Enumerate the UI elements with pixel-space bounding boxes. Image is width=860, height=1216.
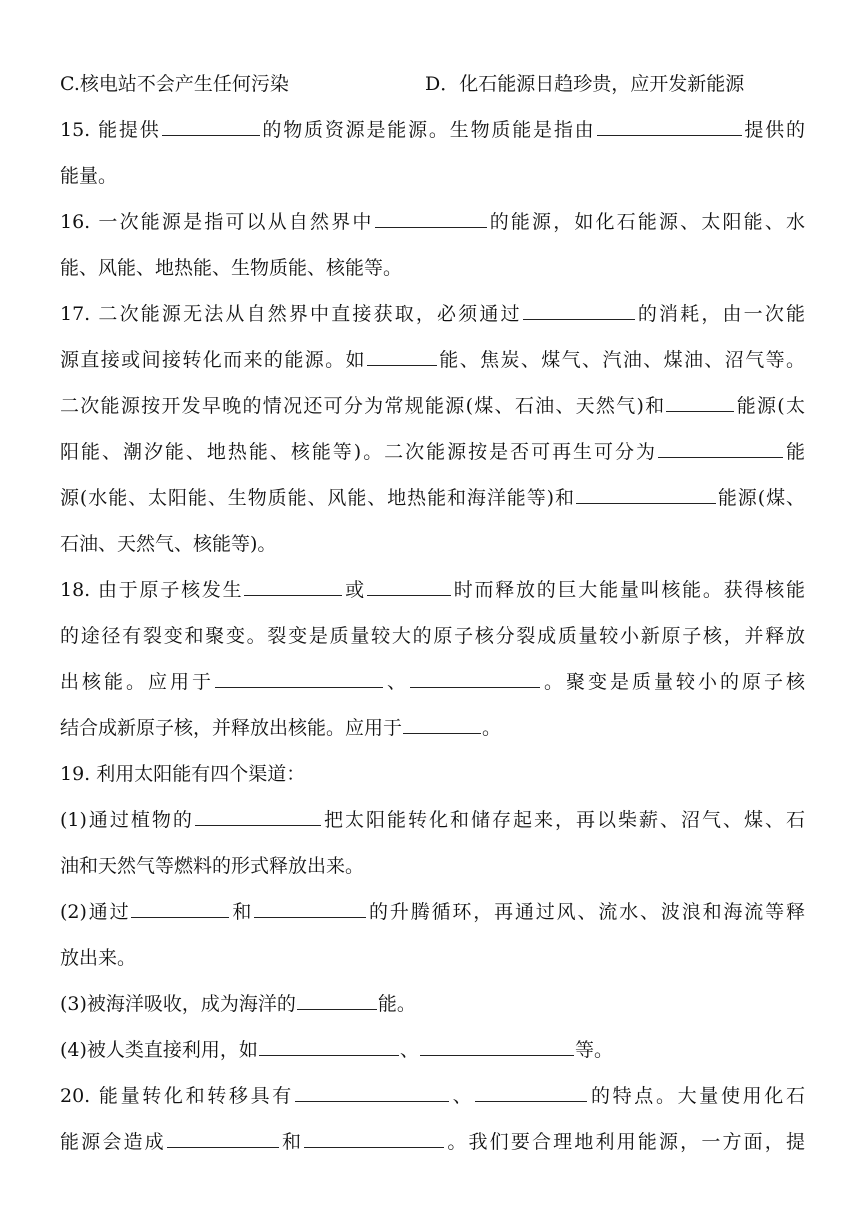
answer-blank[interactable] [295, 1100, 449, 1102]
answer-blank[interactable] [297, 1008, 377, 1010]
q17-text: 能源(煤、 [716, 487, 805, 509]
q19-line-2 [60, 805, 805, 835]
q18-line-4 [60, 713, 805, 743]
q17-text: 17. 二次能源无法从自然界中直接获取，必须通过 [60, 303, 522, 325]
q17-line-2 [60, 345, 805, 375]
q19-text: (4)被人类直接利用，如 [60, 1039, 258, 1061]
answer-blank[interactable] [259, 1054, 399, 1056]
q16-line-2: 能、风能、地热能、生物质能、核能等。 [60, 257, 403, 279]
answer-blank[interactable] [523, 318, 635, 320]
q20-line-1 [60, 1081, 805, 1111]
q20-line-2 [60, 1127, 805, 1157]
answer-blank[interactable] [244, 594, 342, 596]
q18-text: 18. 由于原子核发生 [60, 579, 244, 601]
answer-blank[interactable] [475, 1100, 587, 1102]
q17-line-6: 石油、天然气、核能等)。 [60, 533, 277, 555]
q19-text: (3)被海洋吸收，成为海洋的 [60, 993, 296, 1015]
q14-options-line [60, 69, 805, 99]
answer-blank[interactable] [195, 824, 321, 826]
q20-text: 。我们要合理地利用能源，一方面，提 [445, 1131, 805, 1153]
q19-text: (2)通过 [60, 901, 131, 923]
answer-blank[interactable] [167, 1146, 279, 1148]
q19-line-4 [60, 897, 805, 927]
q15-text: 的物质资源是能源。生物质能是指由 [260, 119, 596, 141]
q18-text: 。聚变是质量较小的原子核 [541, 671, 805, 693]
q17-text: 的消耗，由一次能 [635, 303, 805, 325]
answer-blank[interactable] [254, 916, 366, 918]
q15-line-1 [60, 115, 805, 145]
q20-text: 的特点。大量使用化石 [588, 1085, 805, 1107]
answer-blank[interactable] [403, 732, 481, 734]
q19-text: (1)通过植物的 [60, 809, 194, 831]
q19-text: 能。 [377, 993, 416, 1015]
answer-blank[interactable] [658, 456, 783, 458]
q18-text: 时而释放的巨大能量叫核能。获得核能 [451, 579, 805, 601]
q19-text: 等。 [574, 1039, 613, 1061]
q19-line-3: 油和天然气等燃料的形式释放出来。 [60, 855, 365, 877]
q20-text: 能源会造成 [60, 1131, 166, 1153]
answer-blank[interactable] [576, 502, 716, 504]
q16-text: 的能源，如化石能源、太阳能、水 [487, 211, 805, 233]
q18-text: 。 [482, 717, 502, 739]
q20-text: 20. 能量转化和转移具有 [60, 1085, 294, 1107]
q16-line-1 [60, 207, 805, 237]
answer-blank[interactable] [367, 364, 437, 366]
q17-text: 源(水能、太阳能、生物质能、风能、地热能和海洋能等)和 [60, 487, 575, 509]
q18-text: 结合成新原子核，并释放出核能。应用于 [60, 717, 403, 739]
answer-blank[interactable] [666, 410, 734, 412]
q19-text: 、 [399, 1039, 419, 1061]
answer-blank[interactable] [410, 686, 540, 688]
q18-line-2: 的途径有裂变和聚变。裂变是质量较大的原子核分裂成质量较小新原子核，并释放 [60, 625, 805, 647]
answer-blank[interactable] [375, 226, 487, 228]
q17-text: 能、焦炭、煤气、汽油、煤油、沼气等。 [437, 349, 805, 371]
q19-line-6 [60, 989, 805, 1019]
q17-text: 源直接或间接转化而来的能源。如 [60, 349, 366, 371]
answer-blank[interactable] [304, 1146, 444, 1148]
q19-text: 和 [230, 901, 254, 923]
q18-text: 或 [343, 579, 366, 601]
answer-blank[interactable] [215, 686, 383, 688]
q19-line-1: 19. 利用太阳能有四个渠道： [60, 763, 306, 785]
q17-line-1 [60, 299, 805, 329]
answer-blank[interactable] [131, 916, 229, 918]
q20-text: 和 [279, 1131, 304, 1153]
q18-line-1 [60, 575, 805, 605]
q18-text: 出核能。应用于 [60, 671, 214, 693]
q18-text: 、 [384, 671, 409, 693]
q14-option-c: C.核电站不会产生任何污染 [60, 73, 289, 95]
answer-blank[interactable] [597, 134, 742, 136]
q20-text: 、 [449, 1085, 475, 1107]
q17-line-4 [60, 437, 805, 467]
q15-text: 提供的 [742, 119, 805, 141]
q17-text: 阳能、潮汐能、地热能、核能等)。二次能源按是否可再生可分为 [60, 441, 657, 463]
q19-line-5: 放出来。 [60, 947, 137, 969]
q19-text: 把太阳能转化和储存起来，再以柴薪、沼气、煤、石 [321, 809, 805, 831]
q19-line-7 [60, 1035, 805, 1065]
q17-text: 二次能源按开发早晚的情况还可分为常规能源(煤、石油、天然气)和 [60, 395, 666, 417]
q19-text: 的升腾循环，再通过风、流水、波浪和海流等释 [367, 901, 805, 923]
q17-line-5 [60, 483, 805, 513]
q16-text: 16. 一次能源是指可以从自然界中 [60, 211, 374, 233]
q17-line-3 [60, 391, 805, 421]
answer-blank[interactable] [420, 1054, 574, 1056]
q17-text: 能源(太 [735, 395, 805, 417]
q17-text: 能 [784, 441, 805, 463]
q15-line-2: 能量。 [60, 165, 118, 187]
q14-option-d: D．化石能源日趋珍贵，应开发新能源 [425, 73, 745, 95]
q18-line-3 [60, 667, 805, 697]
answer-blank[interactable] [162, 134, 260, 136]
q15-text: 15. 能提供 [60, 119, 161, 141]
answer-blank[interactable] [367, 594, 451, 596]
